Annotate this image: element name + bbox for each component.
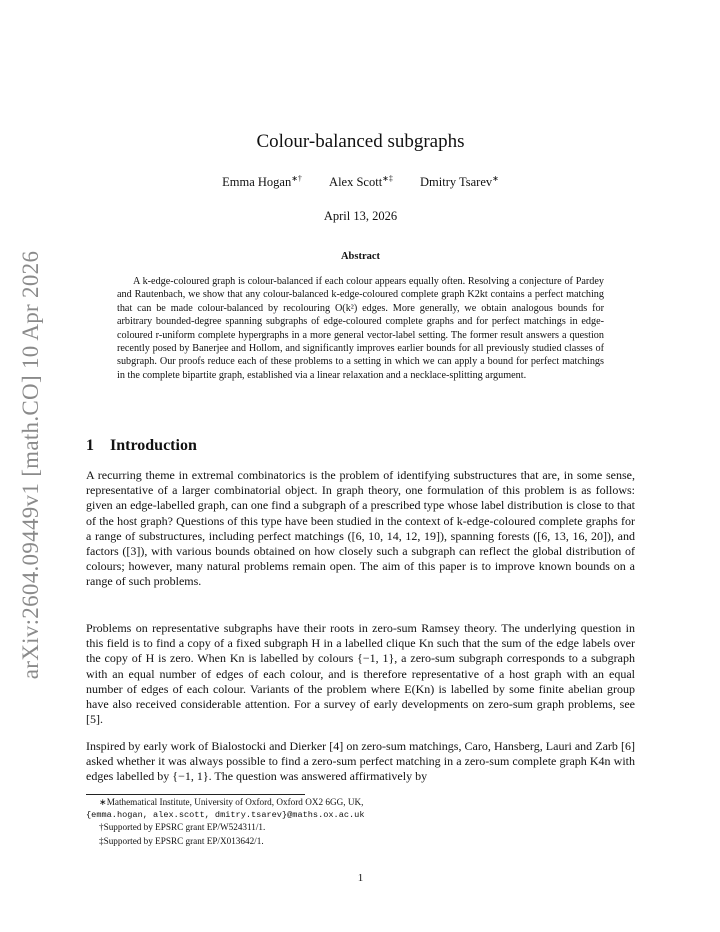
section-number: 1: [86, 437, 94, 454]
section-title: Introduction: [110, 437, 197, 454]
arxiv-identifier: arXiv:2604.09449v1 [math.CO] 10 Apr 2026: [18, 250, 43, 680]
footnote-emails: {emma.hogan, alex.scott, dmitry.tsarev}@maths.ox.ac.uk: [86, 810, 365, 820]
author-1: Emma Hogan∗†: [222, 174, 302, 190]
abstract-text: A k-edge-coloured graph is colour-balanced if each colour appears equally often. Resolving a conjecture of Pardey and Rautenbach, we show that any colour-balanced k-edge-coloured complete graph K2kt contains a perfect matching that can be made colour-balanced by recolouring O(k²) edges. More generally, we obtain analogous bounds for arbitrary bounded-degree spanning subgraphs of edge-coloured complete graphs and for perfect matchings in edge-coloured r-uniform complete hypergraphs in a more general vector-label setting. The former result answers a question recently posed by Banerjee and Hollom, and significantly improves earlier bounds for all previously studied classes of subgraph. Our proofs reduce each of these problems to a setting in which we can apply a bound for perfect matchings in the complete bipartite graph, established via a linear relaxation and a necklace-splitting argument.: [117, 276, 604, 381]
author-2: Alex Scott∗‡: [329, 174, 393, 190]
intro-paragraph-1: A recurring theme in extremal combinatorics is the problem of identifying substructures that are, in some sense, representative of a larger combinatorial object. In graph theory, one formulation of this problem is as follows: given an edge-labelled graph, can one find a subgraph of a prescribed type whose label distribution is close to that of the host graph? Questions of this type have been studied in the context of k-edge-coloured complete graphs for a range of substructures, including perfect matchings ([6, 10, 14, 12, 19]), spanning forests ([6, 13, 16, 20]), and factors ([3]), with various bounds obtained on how closely such a subgraph can reflect the global distribution of colours; however, many natural problems remain open. The aim of this paper is to improve known bounds on a range of such problems.: [86, 468, 635, 589]
section-heading: [86, 437, 197, 455]
paper-title: Colour-balanced subgraphs: [256, 131, 465, 152]
footnote-rule: [86, 794, 305, 795]
footnote-funding-2: ‡Supported by EPSRC grant EP/X013642/1.: [99, 836, 264, 846]
footnote-affiliation: ∗Mathematical Institute, University of Oxford, Oxford OX2 6GG, UK,: [99, 797, 364, 807]
paper-date: April 13, 2026: [323, 209, 398, 223]
author-list: [86, 174, 635, 190]
intro-paragraph-3: Inspired by early work of Bialostocki and Dierker [4] on zero-sum matchings, Caro, Hansberg, Lauri and Zarb [6] asked whether it was always possible to find a zero-sum perfect matching in a zero-sum complete graph K4n with edges labelled by {−1, 1}. The question was answered affirmatively by: [86, 739, 635, 784]
footnote-funding-1: †Supported by EPSRC grant EP/W524311/1.: [99, 822, 266, 832]
page-number: 1: [357, 872, 364, 884]
abstract-heading: Abstract: [340, 251, 381, 262]
intro-paragraph-2: Problems on representative subgraphs have their roots in zero-sum Ramsey theory. The underlying question in this field is to find a copy of a fixed subgraph H in a labelled clique Kn such that the sum of the edge labels over the copy of H is zero. When Kn is labelled by colours {−1, 1}, a zero-sum subgraph corresponds to a subgraph with an equal number of edges of each colour, and is therefore representative of a host graph with an equal number of edges of each colour. Variants of the problem where E(Kn) is labelled by some finite abelian group have also received considerable attention. For a survey of early developments on zero-sum graph problems, see [5].: [86, 621, 635, 727]
author-3: Dmitry Tsarev∗: [420, 174, 499, 190]
